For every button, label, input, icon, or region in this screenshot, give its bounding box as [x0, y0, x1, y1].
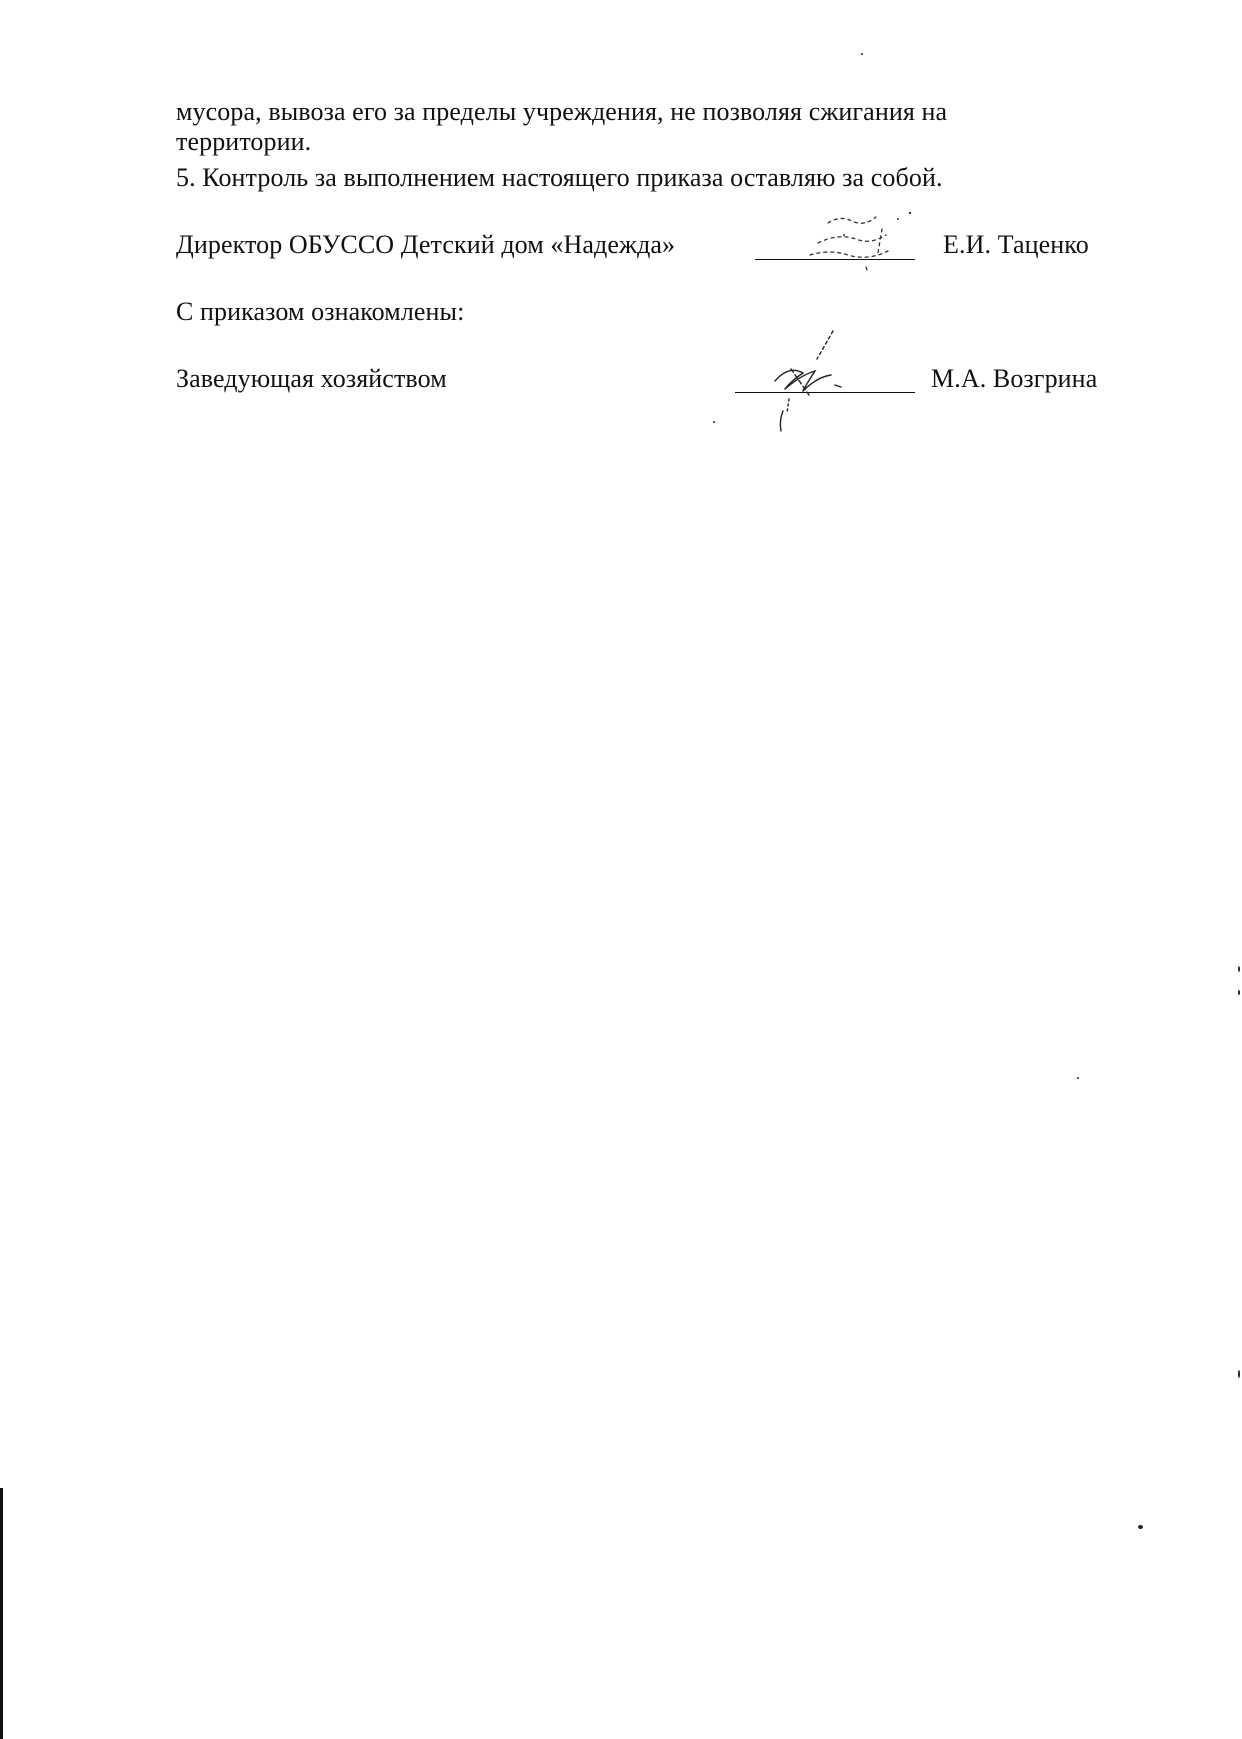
- scan-speck: [713, 421, 715, 423]
- scan-speck: [1238, 1370, 1240, 1378]
- scan-edge-left: [0, 1488, 3, 1739]
- paragraph-line-1: мусора, вывоза его за пределы учреждения, не позволяя сжигания на: [176, 97, 948, 126]
- paragraph-line-2: территории.: [176, 127, 312, 156]
- paragraph-line-3: 5. Контроль за выполнением настоящего приказа оставляю за собой.: [176, 163, 943, 192]
- scan-speck: [861, 53, 863, 55]
- scan-speck: [1238, 966, 1240, 972]
- housekeeper-position: Заведующая хозяйством: [176, 364, 447, 393]
- acknowledged-heading: С приказом ознакомлены:: [176, 297, 465, 326]
- housekeeper-name: М.А. Возгрина: [931, 364, 1098, 393]
- scan-speck: [1238, 990, 1240, 995]
- director-signature: [790, 205, 930, 285]
- housekeeper-signature: [745, 325, 885, 435]
- scan-speck: [1077, 1077, 1079, 1079]
- director-name: Е.И. Таценко: [943, 230, 1089, 259]
- scan-speck: [1138, 1525, 1143, 1529]
- director-position: Директор ОБУССО Детский дом «Надежда»: [176, 230, 676, 259]
